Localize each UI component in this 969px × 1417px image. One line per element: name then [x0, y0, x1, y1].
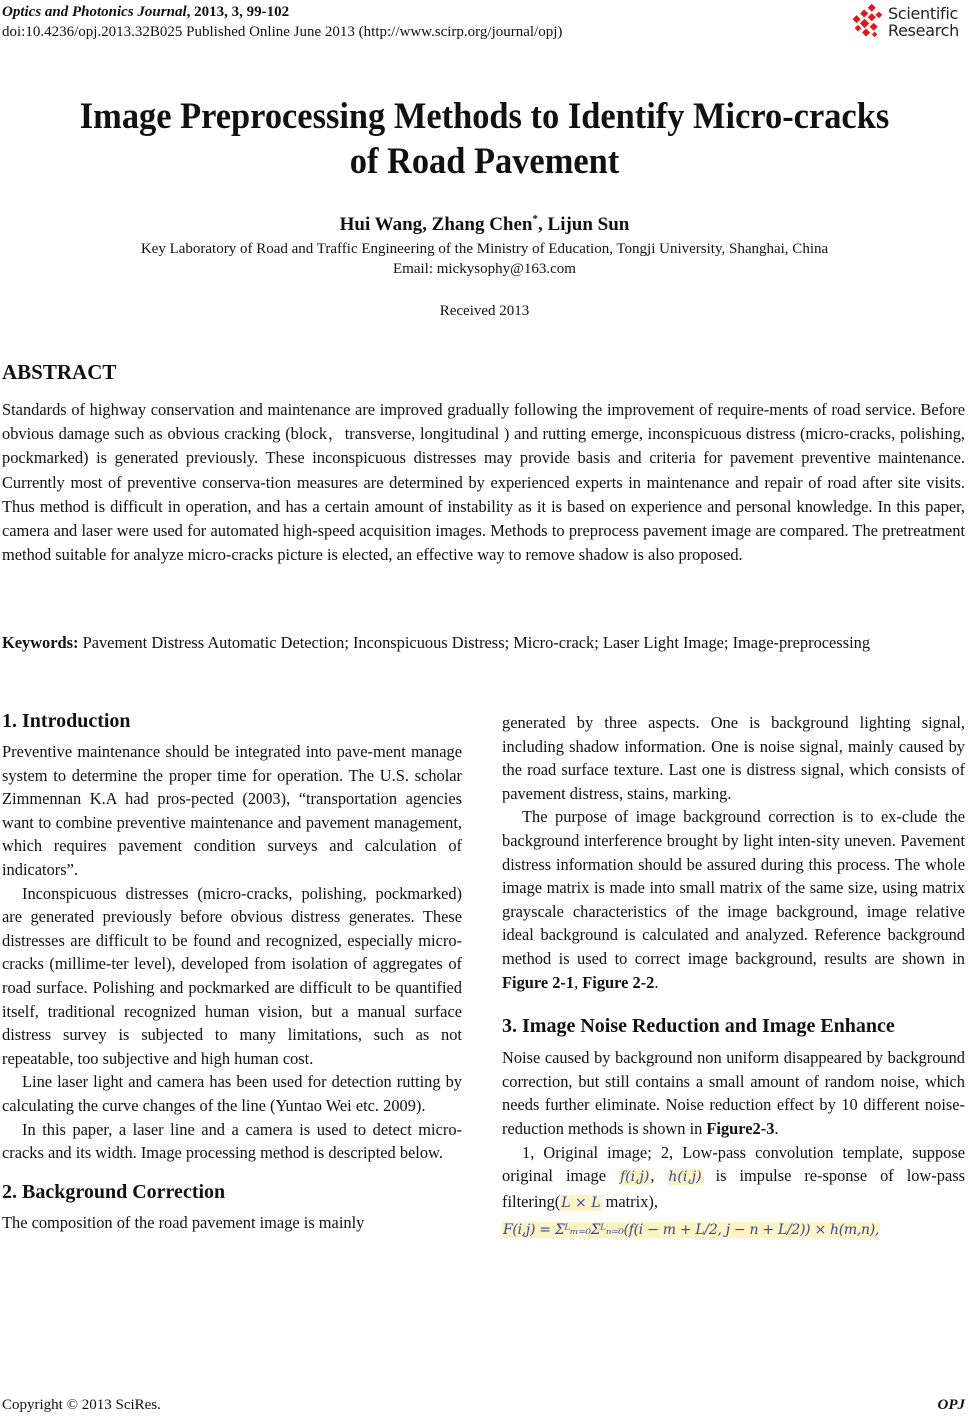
math-original-image: f(i,j) — [619, 1169, 650, 1186]
keywords-list: Pavement Distress Automatic Detection; Inconspicuous Distress; Micro-crack; Laser Light Image; Image-preprocessing — [78, 633, 871, 652]
lowpass-formula: F(i,j) = Σᴸₘ₌₀Σᴸₙ₌₀(f(i − m + L/2, j − n + L/2)) × h(m,n), — [503, 1222, 880, 1239]
math-matrix-size: L × L — [561, 1194, 601, 1211]
figure-ref-2-2[interactable]: Figure 2-2 — [582, 972, 655, 992]
figure-ref-2-3[interactable]: Figure2-3 — [706, 1118, 775, 1138]
right-column — [502, 711, 965, 1243]
section-heading-noise-reduction: 3. Image Noise Reduction and Image Enhance — [502, 1015, 895, 1038]
section-heading-background-correction: 2. Background Correction — [2, 1180, 226, 1203]
intro-paragraph-4: In this paper, a laser line and a camera is used to detect micro-cracks and its width. Image processing method is descripted below. — [2, 1119, 462, 1163]
intro-paragraph-3: Line laser light and camera has been used for detection rutting by calculating the curve changes of the line (Yuntao Wei etc. 2009). — [2, 1072, 462, 1115]
journal-name: Optics and Photonics Journal — [2, 4, 187, 20]
noise-paragraph-2: 1, Original image; 2, Low-pass convolution template, suppose original image f(i,j), h(i,j) is impulse re-sponse of low-pass filtering(L × L matrix), — [502, 1142, 965, 1211]
journal-citation — [2, 2, 562, 22]
affiliation: Key Laboratory of Road and Traffic Engineering of the Ministry of Education, Tongji University, Shanghai, China — [140, 241, 829, 257]
running-header — [2, 2, 562, 42]
paper-title: Image Preprocessing Methods to Identify Micro-cracks of Road Pavement — [79, 96, 890, 182]
publisher-logo — [848, 2, 968, 42]
figure-ref-2-1[interactable]: Figure 2-1 — [502, 972, 575, 992]
received-date: Received 2013 — [439, 303, 530, 319]
background-paragraph-2: The purpose of image background correction is to ex-clude the background interference brought by light inten-sity uneven. Pavement distress information should be assured during this process. The whole image matrix is made into small matrix of the same size, using matrix grayscale characteristics of the image background, image relative ideal background is calculated and analyzed. Reference background method is used to correct image background, results are shown in Figure 2-1, Figure 2-2. — [502, 807, 965, 992]
author-email[interactable]: Email: mickysophy@163.com — [393, 261, 576, 277]
noise-paragraph-1: Noise caused by background non uniform disappeared by background correction, but still contains a small amount of random noise, which needs further eliminate. Noise reduction effect by 10 different noise-reduction methods is shown in Figure2-3. — [502, 1048, 965, 1138]
keywords — [2, 631, 965, 655]
journal-abbreviation: OPJ — [937, 1397, 965, 1413]
background-paragraph-1-start: The composition of the road pavement image is mainly — [2, 1212, 365, 1232]
journal-volume-pages: , 2013, 3, 99-102 — [186, 4, 290, 20]
keywords-label: Keywords: — [2, 633, 79, 652]
author-list: Hui Wang, Zhang Chen*, Lijun Sun — [339, 213, 630, 235]
math-impulse-response: h(i,j) — [668, 1169, 702, 1186]
intro-paragraph-1: Preventive maintenance should be integrated into pave-ment manage system to determine the proper time for operation. The U.S. scholar Zimmennan K.A had pros-pected (2003), “transportation agencies want to combine preventive maintenance and pavement management, which requires pavement condition surveys and calculation of indicators”. — [2, 742, 462, 879]
corresponding-author-mark: * — [532, 213, 539, 225]
diamond-cluster-icon — [848, 3, 886, 41]
copyright: Copyright © 2013 SciRes. — [2, 1397, 161, 1413]
publisher-name: Scientific Research — [888, 4, 959, 40]
intro-paragraph-2: Inconspicuous distresses (micro-cracks, polishing, pockmarked) are generated previously before obvious distress generates. These distresses are difficult to be found and recognized, especially micro-cracks (millime-ter level), developed from isolation of aggregates of road surface. Polishing and pockmarked are difficult to be quantified itself, traditional recognized human vision, but a manual surface distress survey is subjected to many limitations, such as not repeatable, too subjective and high human cost. — [2, 883, 462, 1068]
background-paragraph-1-cont: generated by three aspects. One is background lighting signal, including shadow information. One is noise signal, mainly caused by the road surface texture. Last one is distress signal, which consists of pavement distress, stains, marking. — [502, 713, 965, 803]
section-heading-introduction: 1. Introduction — [2, 710, 131, 732]
abstract-heading: ABSTRACT — [2, 360, 117, 384]
doi-line: doi:10.4236/opj.2013.32B025 Published Online June 2013 (http://www.scirp.org/journal/opj) — [2, 24, 563, 40]
abstract-text: Standards of highway conservation and maintenance are improved gradually following the improvement of require-ments of road service. Before obvious damage such as obvious cracking (block，transverse, longitudinal ) and rutting emerge, inconspicuous distress (micro-cracks, polishing, pockmarked) is generated previously. These inconspicuous distresses may provide basis and criteria for pavement preventive maintenance. Currently most of preventive conserva-tion measures are determined by experienced experts in maintenance and repair of road after site visits. Thus method is difficult in operation, and has a certain amount of instability as it is based on experience and personal knowledge. In this paper, camera and laser were used for automated high-speed acquisition images. Methods to preprocess pavement image are compared. The pretreatment method suitable for analyze micro-cracks picture is elected, an effective way to remove shadow is also proposed. — [2, 400, 965, 565]
left-column — [2, 708, 462, 1234]
